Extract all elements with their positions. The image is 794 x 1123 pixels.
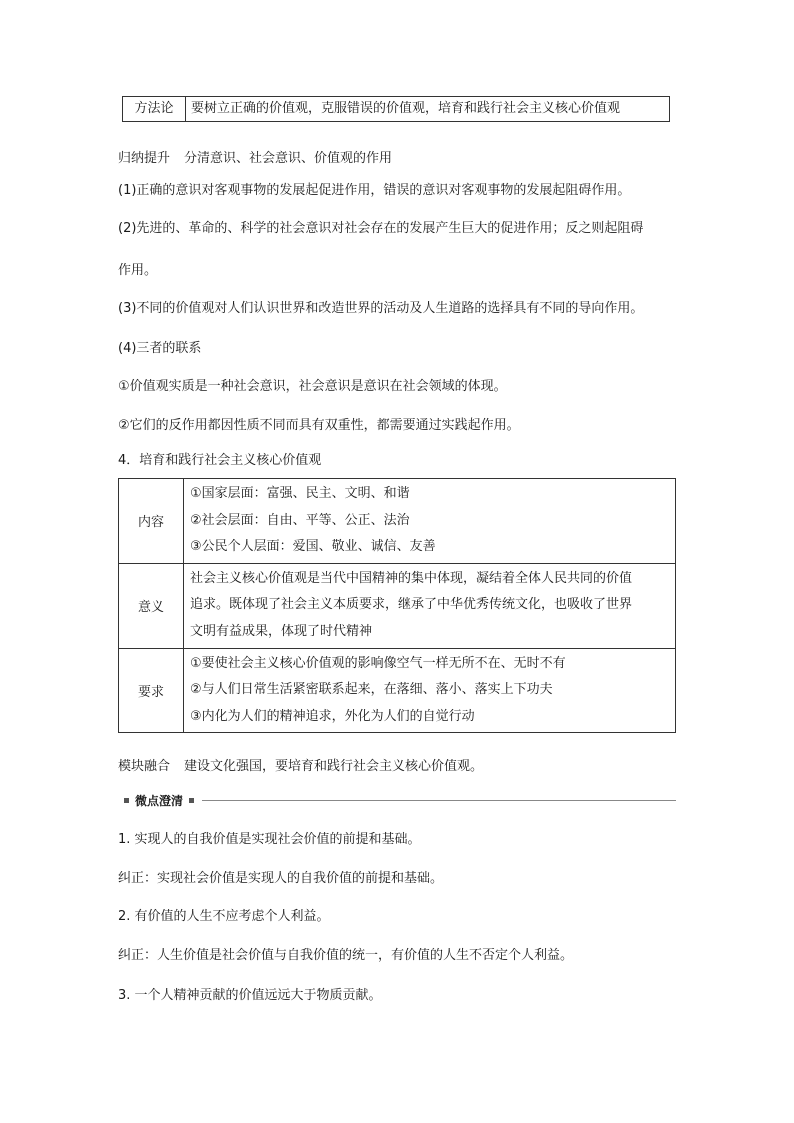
module-fusion [118,757,680,777]
row-line: ②与人们日常生活紧密联系起来，在落细、落小、落实上下功夫 [190,682,553,698]
summary-point-1: (1)正确的意识对客观事物的发展起促进作用，错误的意识对客观事物的发展起阻碍作用。 [118,183,631,198]
row-line: 文明有益成果，体现了时代精神 [190,623,373,639]
row-label: 内容 [119,479,184,564]
row-content [184,648,676,733]
clarify-item: 3. 一个人精神贡献的价值远远大于物质贡献。 [118,988,382,1003]
table-row [119,563,676,648]
row-line: ③内化为人们的精神追求，外化为人们的自觉行动 [190,708,475,724]
methodology-label: 方法论 [123,97,186,122]
row-line: ①要使社会主义核心价值观的影响像空气一样无所不在、无时不有 [190,655,566,671]
summary-point-2b: 作用。 [118,263,158,278]
row-line: 社会主义核心价值观是当代中国精神的集中体现，凝结着全体人民共同的价值 [190,570,633,586]
row-content [184,563,676,648]
methodology-table [122,96,670,122]
methodology-text: 要树立正确的价值观，克服错误的价值观，培育和践行社会主义核心价值观 [186,97,670,122]
clarify-divider [118,790,676,810]
clarify-correction: 纠正：实现社会价值是实现人的自我价值的前提和基础。 [118,871,444,886]
clarify-item: 1. 实现人的自我价值是实现社会价值的前提和基础。 [118,832,421,847]
section-4-title: 4．培育和践行社会主义核心价值观 [118,453,322,468]
summary-title: 分清意识、社会意识、价值观的作用 [184,151,393,166]
summary-point-6: ②它们的反作用都因性质不同而具有双重性，都需要通过实践起作用。 [118,418,520,433]
summary-point-2a: (2)先进的、革命的、科学的社会意识对社会存在的发展产生巨大的促进作用；反之则起阻碍 [118,221,644,236]
clarify-item: 2. 有价值的人生不应考虑个人利益。 [118,909,330,924]
row-line: 追求。既体现了社会主义本质要求，继承了中华优秀传统文化，也吸收了世界 [190,597,633,613]
bullet-square-icon [124,798,129,803]
summary-heading [118,149,680,169]
module-tag: 模块融合 [118,759,171,774]
row-line: ②社会层面：自由、平等、公正、法治 [190,512,410,528]
table-row [119,648,676,733]
row-label: 要求 [119,648,184,733]
bullet-square-icon [189,798,194,803]
row-label: 意义 [119,563,184,648]
module-text: 建设文化强国，要培育和践行社会主义核心价值观。 [184,759,484,774]
table-row [123,97,670,122]
table-row [119,479,676,564]
row-line: ③公民个人层面：爱国、敬业、诚信、友善 [190,539,436,555]
core-values-table [118,478,676,733]
summary-point-5: ①价值观实质是一种社会意识，社会意识是意识在社会领域的体现。 [118,379,507,394]
row-content [184,479,676,564]
clarify-title: 微点澄清 [135,793,184,808]
clarify-correction: 纠正：人生价值是社会价值与自我价值的统一，有价值的人生不否定个人利益。 [118,948,574,963]
row-line: ①国家层面：富强、民主、文明、和谐 [190,486,410,501]
divider-rule [202,800,676,801]
summary-tag: 归纳提升 [118,151,171,166]
summary-point-3: (3)不同的价值观对人们认识世界和改造世界的活动及人生道路的选择具有不同的导向作用。 [118,301,644,316]
summary-point-4: (4)三者的联系 [118,341,202,356]
